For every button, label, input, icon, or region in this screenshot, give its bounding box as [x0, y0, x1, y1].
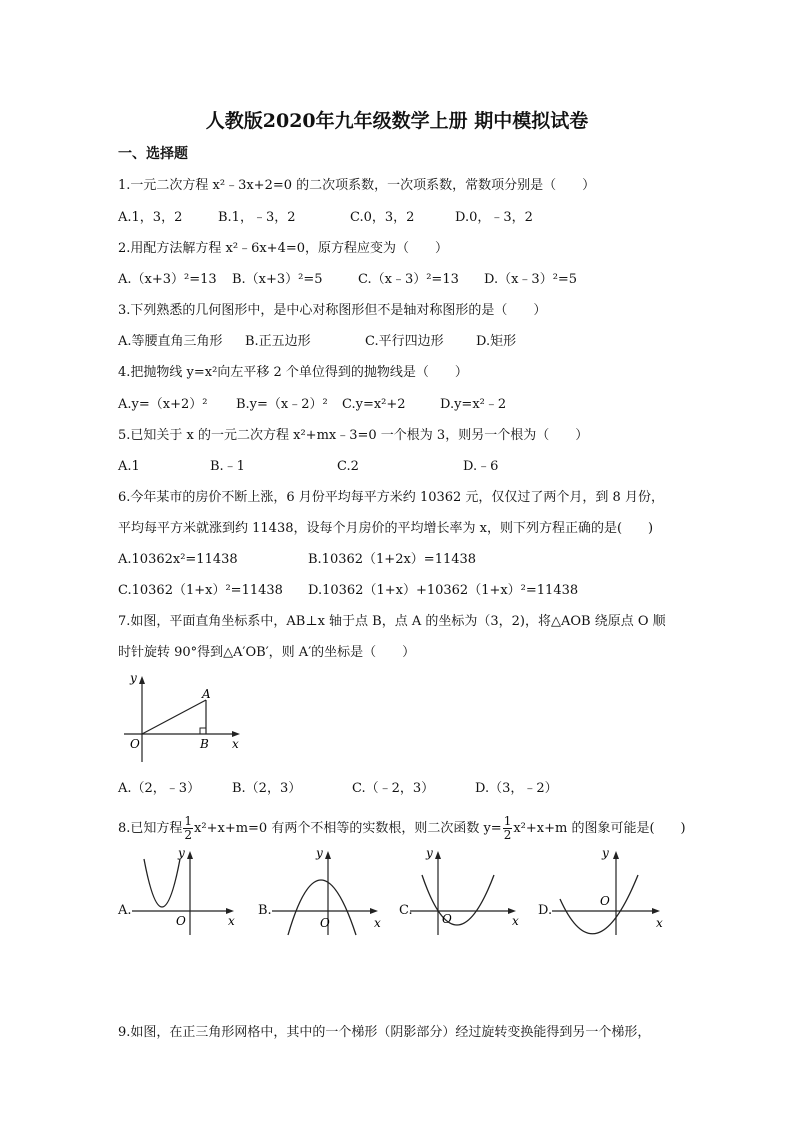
- q3-option-a: A.等腰直角三角形: [118, 334, 223, 349]
- y-label: y: [130, 671, 137, 685]
- svg-text:O: O: [176, 914, 186, 928]
- q2-option-b: B.（x+3）²=5: [232, 272, 323, 287]
- graph-d: [552, 845, 670, 937]
- parabola-c: [422, 875, 494, 925]
- q4-option-a: A.y=（x+2）²: [118, 397, 208, 412]
- q7-option-d: D.（3，﹣2）: [475, 781, 558, 796]
- svg-text:x: x: [512, 914, 519, 928]
- question-6-line-2: 平均每平方米就涨到约 11438，设每个月房价的平均增长率为 x，则下列方程正确的是( ): [118, 521, 654, 536]
- q4-option-d: D.y=x²﹣2: [440, 397, 507, 412]
- svg-text:x: x: [656, 916, 663, 930]
- q6-option-b: B.10362（1+2x）=11438: [308, 552, 477, 567]
- q1-option-a: A.1，3，2: [118, 210, 183, 225]
- fraction-half: $\frac{1}{2}$: [184, 814, 193, 842]
- right-angle-mark: [200, 728, 206, 734]
- graph-a: [132, 845, 242, 937]
- q1-option-c: C.0，3，2: [350, 210, 415, 225]
- x-label: x: [232, 737, 239, 751]
- question-2: 2.用配方法解方程 x²﹣6x+4=0，原方程应变为（ ）: [118, 241, 449, 256]
- question-8: 8.已知方程 $\frac{1}{2}$ x²+x+m=0 有两个不相等的实数根，则二次函数 y= $\frac{1}{2}$ x²+x+m 的图象可能是( ): [118, 814, 686, 842]
- y-axis-arrow: [139, 676, 145, 684]
- q5-option-d: D.﹣6: [463, 459, 499, 474]
- q4-option-b: B.y=（x﹣2）²: [236, 397, 328, 412]
- svg-text:O: O: [442, 912, 452, 926]
- q2-option-c: C.（x﹣3）²=13: [358, 272, 459, 287]
- svg-text:y: y: [178, 846, 185, 860]
- svg-text:O: O: [320, 916, 330, 930]
- question-6-line-1: 6.今年某市的房价不断上涨，6 月份平均每平方米约 10362 元，仅仅过了两个月，到 8 月份，: [118, 490, 664, 505]
- graph-b: [272, 845, 387, 937]
- q3-option-b: B.正五边形: [245, 334, 311, 349]
- question-1: 1.一元二次方程 x²﹣3x+2=0 的二次项系数，一次项系数，常数项分别是（ ）: [118, 178, 596, 193]
- q4-option-c: C.y=x²+2: [342, 397, 406, 412]
- q5-option-a: A.1: [118, 459, 140, 474]
- parabola-a: [144, 859, 180, 907]
- q6-option-d: D.10362（1+x）+10362（1+x）²=11438: [308, 583, 579, 598]
- question-9: 9.如图，在正三角形网格中，其中的一个梯形（阴影部分）经过旋转变换能得到另一个梯形，: [118, 1025, 651, 1040]
- question-5: 5.已知关于 x 的一元二次方程 x²+mx﹣3=0 一个根为 3，则另一个根为（ ）: [118, 428, 589, 443]
- q1-option-d: D.0，﹣3，2: [455, 210, 533, 225]
- section-heading: 一、选择题: [118, 146, 188, 162]
- point-a-label: A: [202, 687, 211, 701]
- origin-label: O: [130, 737, 140, 751]
- q7-option-c: C.（﹣2，3）: [352, 781, 435, 796]
- q7-option-a: A.（2，﹣3）: [118, 781, 201, 796]
- segment-oa: [142, 700, 206, 734]
- q2-option-a: A.（x+3）²=13: [118, 272, 217, 287]
- svg-text:x: x: [374, 916, 381, 930]
- question-4: 4.把抛物线 y=x²向左平移 2 个单位得到的抛物线是（ ）: [118, 365, 468, 380]
- q6-option-c: C.10362（1+x）²=11438: [118, 583, 283, 598]
- svg-text:O: O: [600, 894, 610, 908]
- q8-option-b: B.: [258, 903, 272, 918]
- point-b-label: B: [200, 737, 209, 751]
- graph-c: [410, 845, 525, 937]
- question-3: 3.下列熟悉的几何图形中，是中心对称图形但不是轴对称图形的是（ ）: [118, 303, 547, 318]
- q7-option-b: B.（2，3）: [232, 781, 302, 796]
- q6-option-a: A.10362x²=11438: [118, 552, 238, 567]
- q5-option-c: C.2: [337, 459, 359, 474]
- q1-option-b: B.1，﹣3，2: [218, 210, 296, 225]
- q2-option-d: D.（x﹣3）²=5: [484, 272, 578, 287]
- svg-text:y: y: [316, 846, 323, 860]
- q3-option-d: D.矩形: [476, 334, 517, 349]
- question-7-line-1: 7.如图，平面直角坐标系中，AB⊥x 轴于点 B，点 A 的坐标为（3，2)，将△AOB 绕原点 O 顺: [118, 614, 666, 629]
- q8-option-d: D.: [538, 903, 553, 918]
- svg-text:x: x: [228, 914, 235, 928]
- page-title: 人教版2020年九年级数学上册 期中模拟试卷: [205, 110, 589, 132]
- q3-option-c: C.平行四边形: [365, 334, 444, 349]
- coordinate-figure: [118, 668, 248, 766]
- svg-text:y: y: [602, 846, 609, 860]
- q8-option-a: A.: [118, 903, 132, 918]
- fraction-half-2: $\frac{1}{2}$: [503, 814, 512, 842]
- q8-option-c: C.: [399, 903, 413, 918]
- question-7-line-2: 时针旋转 90°得到△A′OB′，则 A′的坐标是（ ）: [118, 645, 416, 660]
- svg-text:y: y: [426, 846, 433, 860]
- q5-option-b: B.﹣1: [210, 459, 245, 474]
- parabola-d: [560, 875, 638, 934]
